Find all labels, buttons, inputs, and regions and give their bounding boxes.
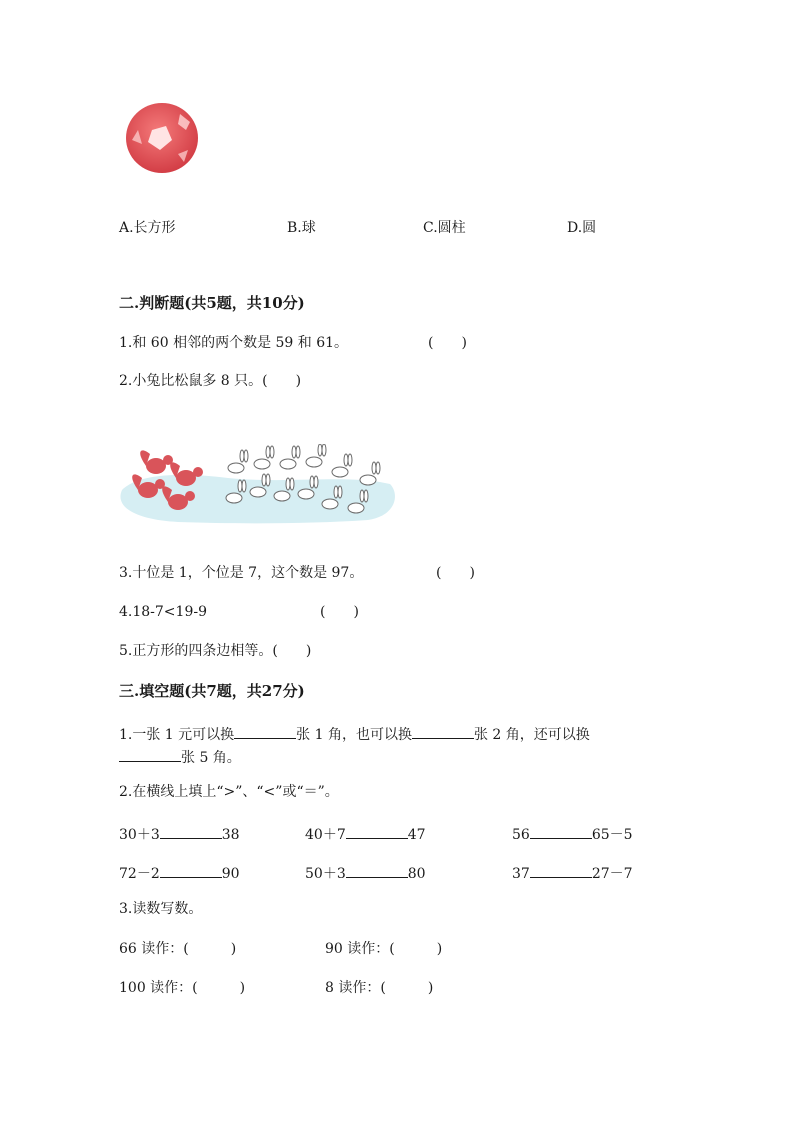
rabbit-icon (360, 462, 380, 485)
compare-item (305, 824, 426, 842)
squirrels-rabbits-illustration (118, 444, 398, 524)
rabbit-icon (332, 454, 352, 477)
read-paren[interactable]: ( ) (192, 980, 246, 996)
fill-q1-line2 (119, 747, 241, 765)
compare-left: 30＋3 (119, 827, 160, 843)
read-paren[interactable]: ( ) (183, 941, 237, 957)
answer-blank[interactable] (119, 747, 181, 762)
read-label: 8 读作： (325, 980, 381, 996)
fill-heading: 三.填空题(共7题，共27分) (119, 682, 305, 700)
judge-q4: 4.18-7<19-9 (119, 604, 207, 620)
rabbit-icon (254, 446, 274, 469)
compare-left: 37 (512, 866, 530, 882)
compare-item (305, 863, 426, 881)
fill-q1-part2: 张 1 角，也可以换 (296, 727, 412, 743)
fill-q1-part3: 张 2 角，还可以换 (473, 727, 590, 743)
rabbit-icon (280, 446, 300, 469)
compare-item (512, 824, 633, 842)
read-label: 90 读作： (325, 941, 390, 957)
fill-q1-line1 (119, 724, 590, 742)
judge-q1-paren: ( ) (428, 335, 467, 351)
judge-heading: 二.判断题(共5题，共10分) (119, 294, 305, 312)
read-item (119, 981, 245, 995)
option-a: A.长方形 (119, 220, 176, 236)
judge-q1: 1.和 60 相邻的两个数是 59 和 61。 (119, 335, 349, 351)
compare-right: 47 (407, 827, 426, 843)
fill-q2: 2.在横线上填上“>”、“<”或“＝”。 (119, 784, 339, 800)
read-item (119, 942, 236, 956)
compare-item (119, 824, 240, 842)
compare-left: 56 (512, 827, 530, 843)
compare-left: 40＋7 (305, 827, 346, 843)
rabbit-icon (228, 450, 248, 473)
judge-q2: 2.小兔比松鼠多 8 只。( ) (119, 373, 302, 389)
judge-q4-paren: ( ) (320, 604, 359, 620)
read-label: 100 读作： (119, 980, 193, 996)
compare-right: 27－7 (591, 866, 633, 882)
judge-q5: 5.正方形的四条边相等。( ) (119, 643, 312, 659)
fill-q3: 3.读数写数。 (119, 901, 203, 917)
compare-right: 90 (221, 866, 240, 882)
answer-blank[interactable] (346, 863, 408, 878)
judge-q3: 3.十位是 1，个位是 7，这个数是 97。 (119, 565, 364, 581)
answer-blank[interactable] (346, 824, 408, 839)
read-paren[interactable]: ( ) (389, 941, 443, 957)
answer-blank[interactable] (160, 824, 222, 839)
answer-blank[interactable] (530, 863, 592, 878)
answer-blank[interactable] (530, 824, 592, 839)
read-paren[interactable]: ( ) (380, 980, 434, 996)
compare-right: 65－5 (591, 827, 633, 843)
fill-q1-part4: 张 5 角。 (181, 750, 241, 766)
compare-left: 72－2 (119, 866, 160, 882)
read-label: 66 读作： (119, 941, 184, 957)
compare-right: 80 (407, 866, 426, 882)
read-item (325, 942, 442, 956)
judge-q3-paren: ( ) (436, 565, 475, 581)
answer-blank[interactable] (234, 724, 296, 739)
option-c: C.圆柱 (423, 220, 466, 236)
squirrel-icon (140, 450, 173, 474)
fill-q1-part1: 1.一张 1 元可以换 (119, 727, 235, 743)
compare-item (512, 863, 633, 881)
answer-blank[interactable] (412, 724, 474, 739)
option-b: B.球 (287, 220, 316, 236)
option-d: D.圆 (567, 220, 597, 236)
answer-blank[interactable] (160, 863, 222, 878)
read-item (325, 981, 433, 995)
compare-left: 50＋3 (305, 866, 346, 882)
ball-illustration (122, 100, 202, 176)
compare-item (119, 863, 240, 881)
compare-right: 38 (221, 827, 240, 843)
rabbit-icon (306, 444, 326, 467)
